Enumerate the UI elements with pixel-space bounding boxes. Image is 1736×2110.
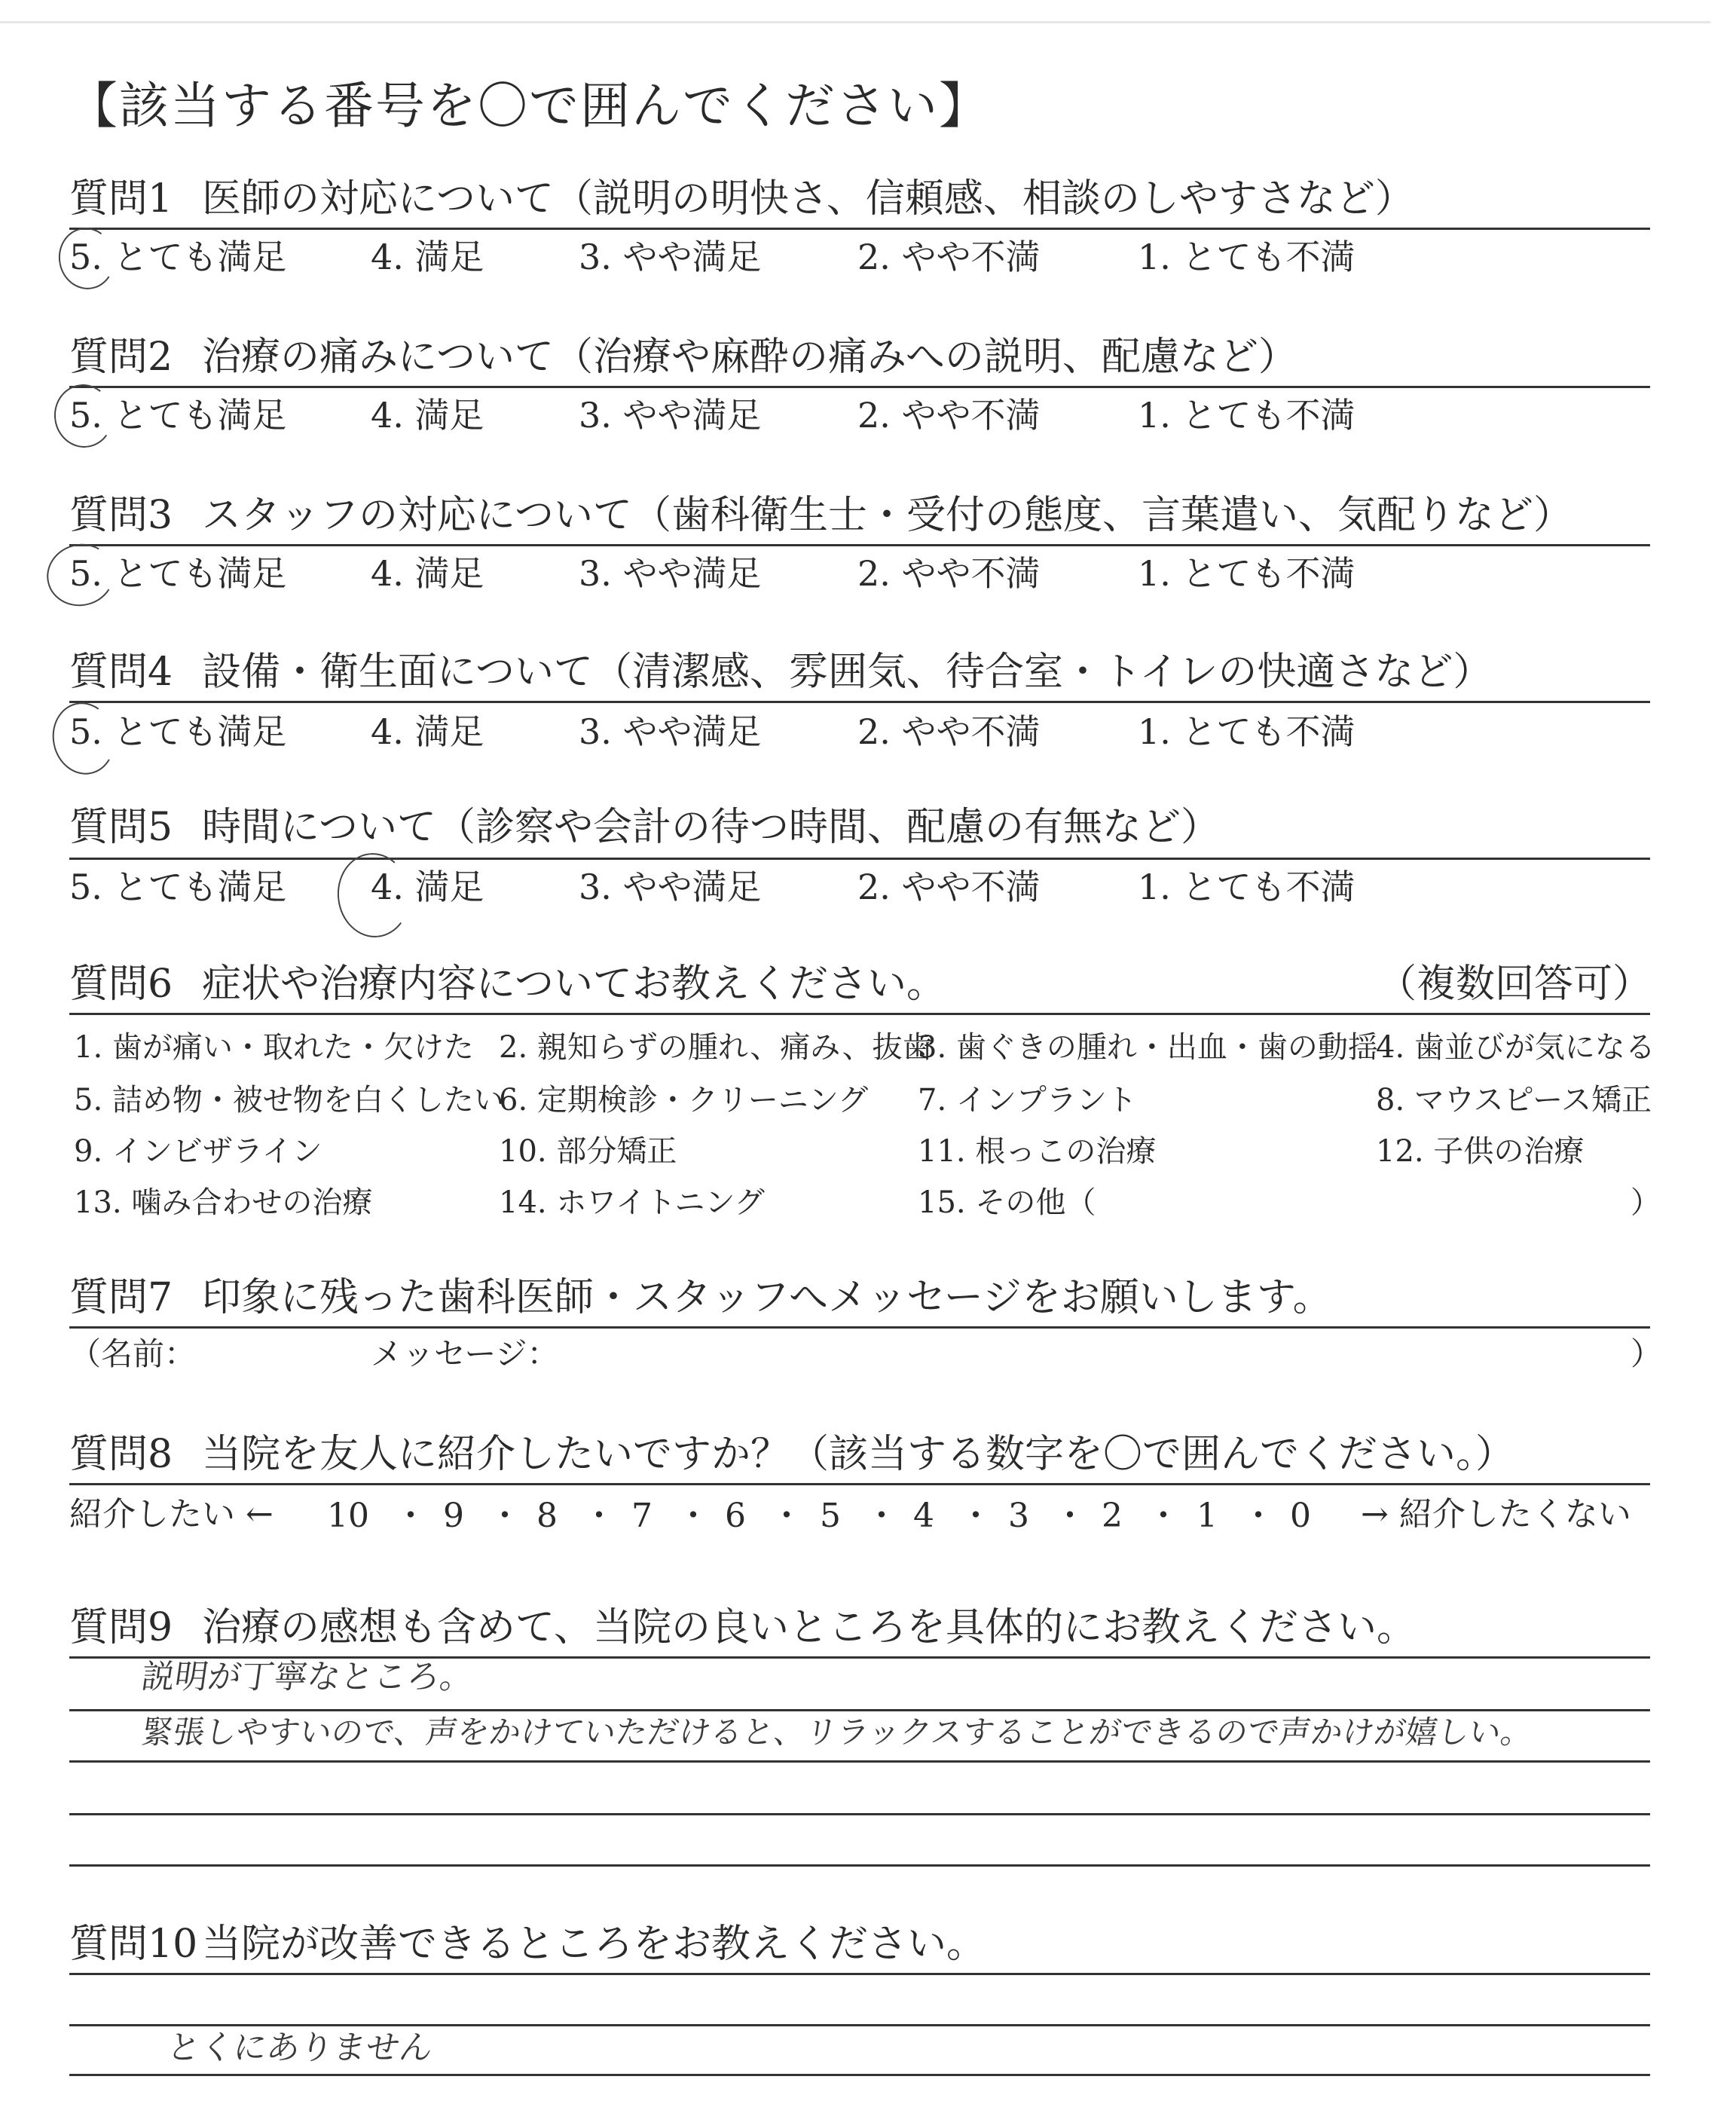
question-number: 質問1: [69, 176, 173, 222]
q4-option-3[interactable]: 3. やや満足: [579, 711, 762, 752]
question-text: 当院が改善できるところをお教えください。: [202, 1922, 986, 1967]
message-close-paren: ）: [1631, 1335, 1663, 1372]
question-2-rule: [69, 386, 1650, 388]
question-4-title: [69, 650, 1493, 695]
question-number: 質問9: [69, 1605, 173, 1650]
q4-option-1[interactable]: 1. とても不満: [1138, 711, 1355, 752]
scale-separator: ・: [1242, 1497, 1275, 1535]
question-6-rule: [69, 1013, 1650, 1015]
q2-option-3[interactable]: 3. やや満足: [579, 395, 762, 436]
q5-option-1[interactable]: 1. とても不満: [1138, 867, 1355, 907]
q3-option-4[interactable]: 4. 満足: [371, 553, 484, 594]
page-top-edge: [0, 21, 1710, 23]
question-text: 症状や治療内容についてお教えください。: [202, 962, 946, 1007]
question-text: 治療の感想も含めて、当院の良いところを具体的にお教えください。: [202, 1605, 1416, 1650]
recommend-right-label: → 紹介したくない: [1361, 1495, 1631, 1534]
scale-separator: ・: [959, 1497, 992, 1535]
score-4[interactable]: 4: [913, 1497, 934, 1535]
score-6[interactable]: 6: [725, 1497, 746, 1535]
question-text: 設備・衛生面について（清潔感、雰囲気、待合室・トイレの快適さなど）: [202, 650, 1493, 695]
q6-item-8[interactable]: 8. マウスピース矯正: [1376, 1083, 1652, 1118]
selection-circle-mark: [50, 381, 118, 451]
page-heading: 【該当する番号を〇で囲んでください】: [68, 77, 990, 135]
question-3-title: [69, 493, 1572, 538]
q1-option-1[interactable]: 1. とても不満: [1138, 237, 1355, 277]
multiple-answers-note: （複数回答可）: [1377, 962, 1652, 1007]
improvement-line-2: [69, 2024, 1650, 2026]
question-3-rule: [69, 544, 1650, 546]
q6-item-7[interactable]: 7. インプラント: [918, 1083, 1137, 1118]
q6-item-14[interactable]: 14. ホワイトニング: [499, 1185, 765, 1220]
question-4-rule: [69, 701, 1650, 703]
question-text: 治療の痛みについて（治療や麻酔の痛みへの説明、配慮など）: [202, 335, 1297, 380]
q4-option-2[interactable]: 2. やや不満: [857, 711, 1041, 752]
question-number: 質問6: [69, 962, 173, 1007]
question-1-rule: [69, 228, 1650, 230]
q6-item-2[interactable]: 2. 親知らずの腫れ、痛み、抜歯: [499, 1030, 933, 1065]
q1-option-3[interactable]: 3. やや満足: [579, 237, 762, 277]
answer-line-2: [69, 1709, 1650, 1711]
scale-separator: ・: [1147, 1497, 1180, 1535]
question-8-rule: [69, 1483, 1650, 1485]
score-10[interactable]: 10: [327, 1497, 369, 1535]
scale-separator: ・: [677, 1497, 710, 1535]
selection-circle-mark: [46, 697, 121, 781]
question-text: 時間について（診察や会計の待つ時間、配慮の有無など）: [202, 805, 1220, 850]
question-1-title: [69, 176, 1414, 222]
q5-option-2[interactable]: 2. やや不満: [857, 867, 1041, 907]
question-8-title: [69, 1432, 1515, 1477]
answer-line-4: [69, 1813, 1650, 1815]
q6-item-5[interactable]: 5. 詰め物・被せ物を白くしたい: [74, 1083, 504, 1118]
q3-option-2[interactable]: 2. やや不満: [857, 553, 1041, 594]
question-number: 質問4: [69, 650, 173, 695]
q3-option-1[interactable]: 1. とても不満: [1138, 553, 1355, 594]
selection-circle-mark: [40, 537, 121, 613]
scale-separator: ・: [394, 1497, 427, 1535]
question-7-rule: [69, 1326, 1650, 1329]
q5-option-5[interactable]: 5. とても満足: [69, 867, 287, 907]
answer-line-5: [69, 1864, 1650, 1867]
q6-item-15[interactable]: 15. その他（: [918, 1185, 1096, 1220]
q3-option-3[interactable]: 3. やや満足: [579, 553, 762, 594]
q1-option-5[interactable]: 5. とても満足: [69, 237, 287, 277]
q6-item-3[interactable]: 3. 歯ぐきの腫れ・出血・歯の動揺: [918, 1030, 1378, 1065]
scale-separator: ・: [770, 1497, 803, 1535]
question-number: 質問3: [69, 493, 173, 538]
q6-item-12[interactable]: 12. 子供の治療: [1376, 1134, 1585, 1169]
q5-option-4[interactable]: 4. 満足: [371, 867, 484, 907]
q2-option-5[interactable]: 5. とても満足: [69, 395, 287, 436]
score-8[interactable]: 8: [536, 1497, 558, 1535]
q6-item-11[interactable]: 11. 根っこの治療: [918, 1134, 1157, 1169]
selection-circle-mark: [53, 223, 119, 294]
recommend-left-label: 紹介したい ←: [69, 1495, 274, 1534]
q9-handwritten-answer-1: 説明が丁寧なところ。: [139, 1658, 476, 1696]
score-1[interactable]: 1: [1197, 1497, 1218, 1535]
scale-separator: ・: [1053, 1497, 1087, 1535]
q6-item-9[interactable]: 9. インビザライン: [74, 1134, 322, 1169]
scale-separator: ・: [582, 1497, 616, 1535]
score-7[interactable]: 7: [631, 1497, 653, 1535]
question-6-title: [69, 962, 946, 1007]
question-text: 印象に残った歯科医師・スタッフへメッセージをお願いします。: [202, 1275, 1332, 1320]
improvement-line-1: [69, 1973, 1650, 1975]
question-number: 質問10: [69, 1922, 198, 1967]
improvement-line-3: [69, 2074, 1650, 2076]
score-5[interactable]: 5: [820, 1497, 841, 1535]
q2-option-1[interactable]: 1. とても不満: [1138, 395, 1355, 436]
question-number: 質問5: [69, 805, 173, 850]
question-number: 質問8: [69, 1432, 173, 1477]
question-text: 当院を友人に紹介したいですか？（該当する数字を〇で囲んでください。）: [202, 1432, 1515, 1477]
question-7-title: [69, 1275, 1332, 1320]
q4-option-4[interactable]: 4. 満足: [371, 711, 484, 752]
question-10-title: [69, 1922, 986, 1967]
question-number: 質問7: [69, 1275, 173, 1320]
q5-option-3[interactable]: 3. やや満足: [579, 867, 762, 907]
question-5-title: [69, 805, 1220, 850]
q6-item-10[interactable]: 10. 部分矯正: [499, 1134, 677, 1169]
q2-option-2[interactable]: 2. やや不満: [857, 395, 1041, 436]
question-text: スタッフの対応について（歯科衛生士・受付の態度、言葉遣い、気配りなど）: [202, 493, 1572, 538]
q2-option-4[interactable]: 4. 満足: [371, 395, 484, 436]
question-number: 質問2: [69, 335, 173, 380]
q6-other-close-paren: ）: [1631, 1185, 1661, 1220]
question-text: 医師の対応について（説明の明快さ、信頼感、相談のしやすさなど）: [202, 176, 1414, 222]
answer-line-3: [69, 1760, 1650, 1763]
score-9[interactable]: 9: [443, 1497, 464, 1535]
q6-item-6[interactable]: 6. 定期検診・クリーニング: [499, 1083, 869, 1118]
q1-option-4[interactable]: 4. 満足: [371, 237, 484, 277]
q1-option-2[interactable]: 2. やや不満: [857, 237, 1041, 277]
q10-handwritten-answer: とくにありません: [164, 2029, 436, 2067]
message-label: メッセージ：: [371, 1335, 559, 1372]
scale-separator: ・: [865, 1497, 898, 1535]
selection-circle-mark: [333, 849, 414, 940]
question-5-rule: [69, 858, 1650, 860]
q3-option-5[interactable]: 5. とても満足: [69, 553, 287, 594]
score-0[interactable]: 0: [1290, 1497, 1311, 1535]
question-9-title: [69, 1605, 1416, 1650]
q6-item-1[interactable]: 1. 歯が痛い・取れた・欠けた: [74, 1030, 474, 1065]
score-2[interactable]: 2: [1102, 1497, 1123, 1535]
q6-item-13[interactable]: 13. 噛み合わせの治療: [74, 1185, 373, 1220]
name-label: （名前：: [69, 1335, 197, 1372]
scale-separator: ・: [488, 1497, 521, 1535]
q6-item-4[interactable]: 4. 歯並びが気になる: [1376, 1030, 1655, 1065]
q9-handwritten-answer-2: 緊張しやすいので、声をかけていただけると、リラックスすることができるので声かけが嬉しい。: [139, 1714, 1536, 1751]
q4-option-5[interactable]: 5. とても満足: [69, 711, 287, 752]
question-2-title: [69, 335, 1297, 380]
score-3[interactable]: 3: [1008, 1497, 1029, 1535]
